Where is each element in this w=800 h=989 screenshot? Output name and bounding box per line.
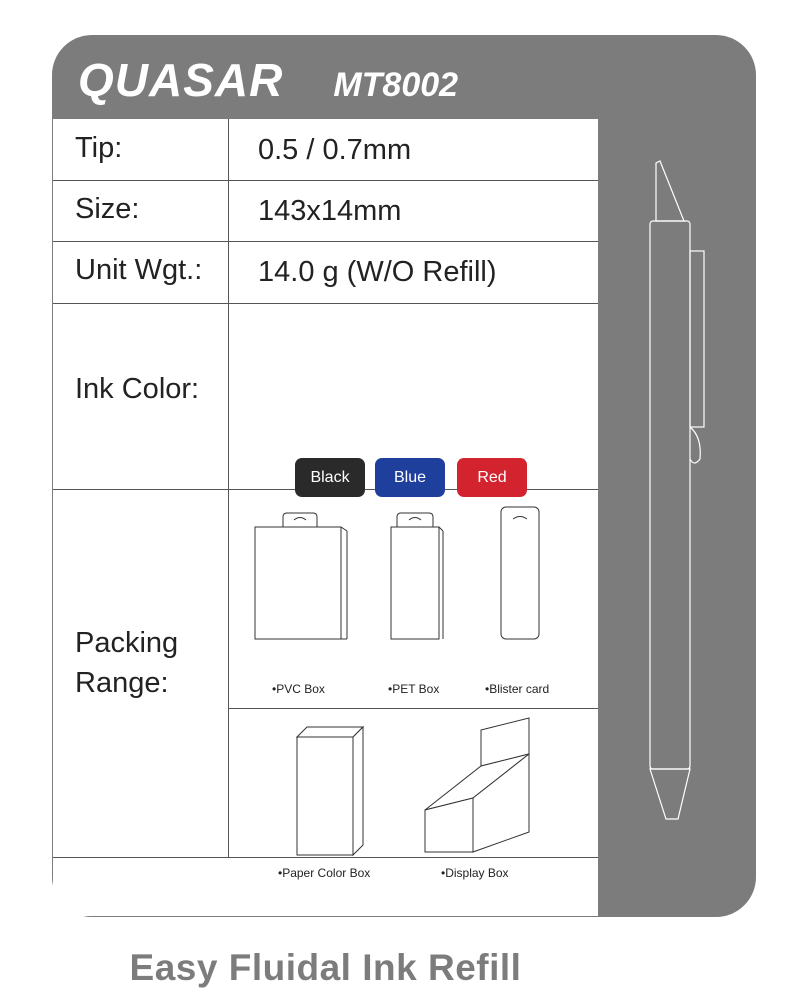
product-model: MT8002 <box>333 66 459 104</box>
product-header <box>78 53 458 107</box>
footer-tagline: Easy Fluidal Ink Refill <box>129 947 522 988</box>
spec-card <box>52 35 756 988</box>
size-row <box>53 180 598 242</box>
display-box-caption: •Display Box <box>441 866 509 880</box>
spec-table <box>53 119 598 988</box>
blister-card-icon <box>497 503 547 643</box>
pvc-box-caption: •PVC Box <box>272 682 325 696</box>
tip-label: Tip: <box>75 132 123 164</box>
pet-box-icon <box>387 503 447 643</box>
size-value: 143x14mm <box>258 195 402 227</box>
weight-row <box>53 241 598 304</box>
packing-label-line1: Packing <box>75 627 179 659</box>
ink-swatch-blue: Blue <box>375 458 445 497</box>
packing-label <box>75 623 178 703</box>
pet-box-caption: •PET Box <box>388 682 440 696</box>
ink-swatch-red: Red <box>457 458 527 497</box>
packing-label-line2: Range: <box>75 667 169 699</box>
paper-color-box-icon <box>293 723 373 863</box>
paper-color-box-caption: •Paper Color Box <box>278 866 371 880</box>
product-name: QUASAR <box>78 54 284 106</box>
size-label: Size: <box>75 193 140 225</box>
ink-swatch-black: Black <box>295 458 365 497</box>
display-box-icon <box>421 714 541 864</box>
pvc-box-icon <box>251 503 351 643</box>
packing-divider <box>228 708 598 709</box>
tip-row <box>53 119 598 181</box>
tip-value: 0.5 / 0.7mm <box>258 134 412 166</box>
blister-card-caption: •Blister card <box>485 682 550 696</box>
ink-label: Ink Color: <box>75 373 200 405</box>
weight-label: Unit Wgt.: <box>75 254 203 286</box>
pen-icon <box>642 159 702 799</box>
weight-value: 14.0 g (W/O Refill) <box>258 256 497 288</box>
